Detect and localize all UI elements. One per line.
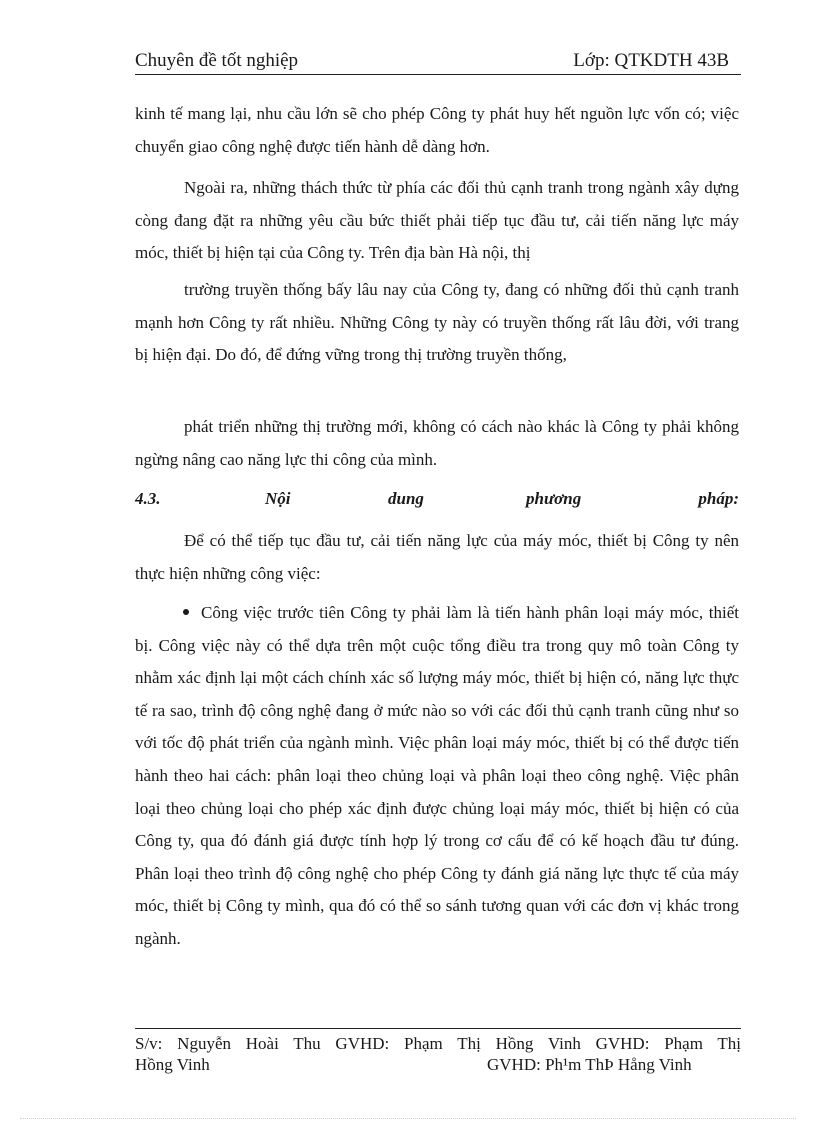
paragraph-3: trường truyền thống bấy lâu nay của Công ty, đang có những đối thủ cạnh tranh mạnh hơn Công ty rất nhiều. Những Công ty này có truyền thống rất lâu đời, với trang bị hiện đại. Do đó, để đứng vững trong thị trường truyền thống, (135, 280, 739, 364)
paragraph-5: Để có thể tiếp tục đầu tư, cải tiến năng lực của máy móc, thiết bị Công ty nên thực hiện những công việc: (135, 531, 739, 583)
page-footer (135, 1028, 741, 1075)
section-title-word: Nội (265, 489, 291, 508)
header-title: Chuyên đề tốt nghiệp (135, 50, 299, 71)
paragraph-2: Ngoài ra, những thách thức từ phía các đối thủ cạnh tranh trong ngành xây dựng còng đang đặt ra những yêu cầu bức thiết phải tiếp tục đầu tư, cải tiến năng lực máy móc, thiết bị hiện tại của Công ty. Trên địa bàn Hà nội, thị (135, 178, 739, 262)
footer-line-2 (135, 1054, 741, 1075)
paragraph-4: phát triển những thị trường mới, không có cách nào khác là Công ty phải không ngừng nâng cao năng lực thi công của mình. (135, 417, 739, 469)
section-number: 4.3. (135, 489, 161, 508)
footer-line-2-right: GVHD: Ph¹m ThÞ Hång Vinh (487, 1055, 692, 1074)
footer-line-1: S/v: Nguyễn Hoài Thu GVHD: Phạm Thị Hồng Vinh GVHD: Phạm Thị (135, 1034, 741, 1053)
bullet-icon (183, 609, 189, 615)
section-title-word: dung (388, 489, 424, 508)
paragraph-1: kinh tế mang lại, nhu cầu lớn sẽ cho phép Công ty phát huy hết nguồn lực vốn có; việc chuyển giao công nghệ được tiến hành dễ dàng hơn. (135, 104, 739, 156)
section-heading (135, 485, 739, 519)
page-header (135, 48, 741, 75)
footer-line-2-left: Hồng Vinh (135, 1055, 210, 1074)
bullet-item (135, 597, 739, 956)
header-class: Lớp: QTKDTH 43B (573, 50, 729, 71)
page-bottom-divider (20, 1118, 796, 1119)
bullet-text: Công việc trước tiên Công ty phải làm là tiến hành phân loại máy móc, thiết bị. Công việc này có thể dựa trên một cuộc tổng điều tra trong quy mô toàn Công ty nhằm xác định lại một cách chính xác số lượng máy móc, thiết bị hiện có, năng lực thực tế ra sao, trình độ công nghệ đang ở mức nào so với các đối thủ cạnh tranh cũng như so với tốc độ phát triển của ngành mình. Việc phân loại máy móc, thiết bị có thể được tiến hành theo hai cách: phân loại theo chủng loại và phân loại theo công nghệ. Việc phân loại theo chủng loại cho phép xác định được chủng loại máy móc, thiết bị hiện có của Công ty, qua đó đánh giá được tính hợp lý trong cơ cấu để có kế hoạch đầu tư đúng. Phân loại theo trình độ công nghệ cho phép Công ty đánh giá năng lực thực tế của máy móc, thiết bị Công ty mình, qua đó có thể so sánh tương quan với các đơn vị khác trong ngành. (135, 603, 739, 948)
section-title-word: pháp: (698, 489, 739, 508)
section-title-word: phương (526, 489, 582, 508)
